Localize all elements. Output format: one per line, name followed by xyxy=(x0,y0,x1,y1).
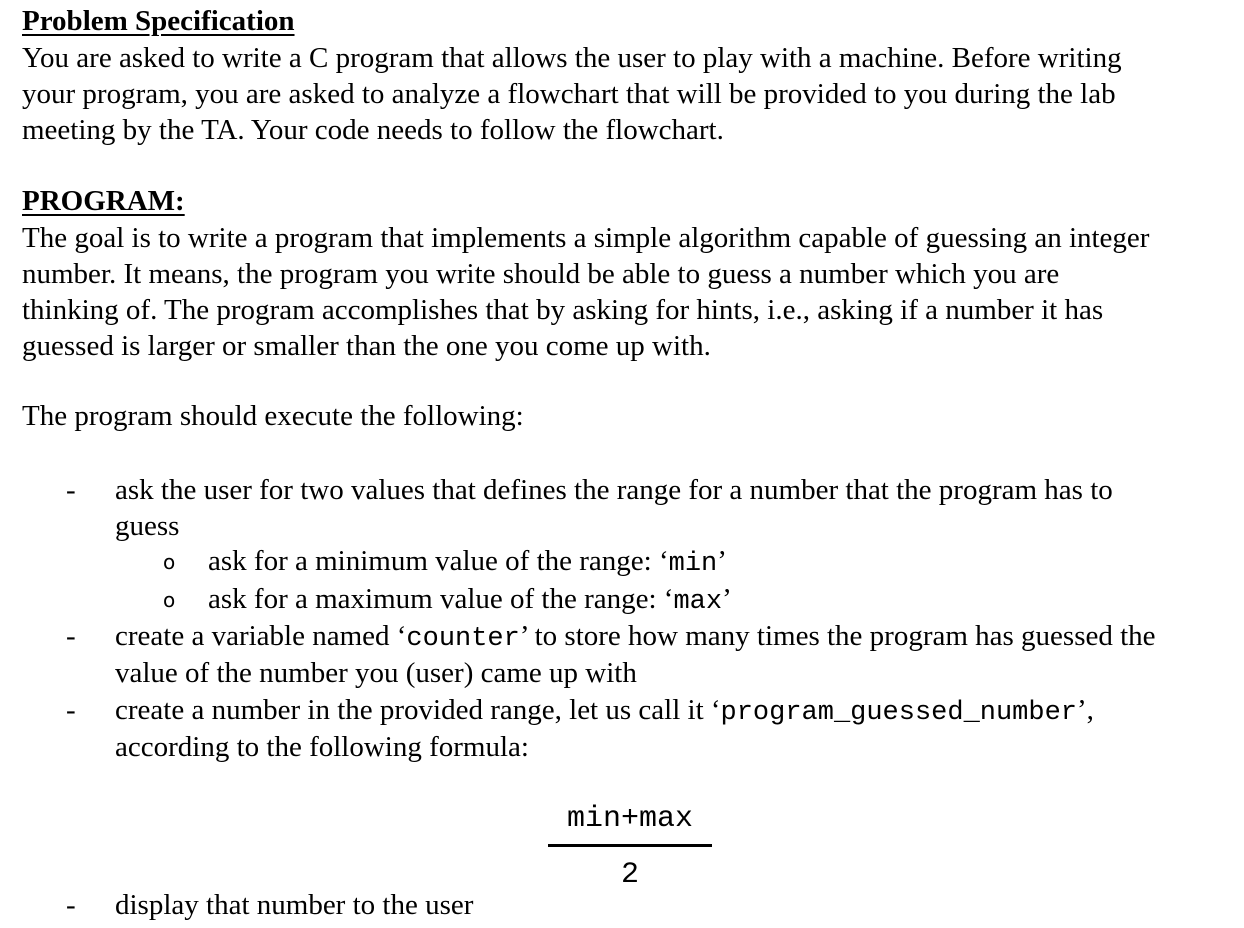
dash-bullet: - xyxy=(66,474,76,506)
paragraph-line: thinking of. The program accomplishes that by asking for hints, i.e., asking if a number it has xyxy=(22,294,1104,326)
bullet-text-line xyxy=(115,692,1094,731)
formula-numerator: min+max xyxy=(566,802,694,836)
dash-bullet: - xyxy=(66,620,76,652)
program-paragraph xyxy=(22,220,1149,364)
midpoint-formula xyxy=(548,800,712,893)
fraction-bar xyxy=(548,844,712,847)
circle-bullet-icon: o xyxy=(163,588,176,612)
bullet-text-line: value of the number you (user) came up with xyxy=(115,657,637,689)
sub-bullet-text xyxy=(208,543,727,582)
quote-close: ’ xyxy=(722,583,732,615)
dash-bullet: - xyxy=(66,889,76,921)
intro-line: The program should execute the following: xyxy=(22,400,524,432)
bullet-text-post: ’ to store how many times the program has guessed the xyxy=(519,620,1156,652)
bullet-text-pre: create a variable named ‘ xyxy=(115,620,407,652)
paragraph-line: The goal is to write a program that implements a simple algorithm capable of guessing an integer xyxy=(22,222,1150,254)
dash-bullet: - xyxy=(66,694,76,726)
problem-specification-heading: Problem Specification xyxy=(22,5,295,37)
sub-bullet-text xyxy=(208,581,732,620)
code-program-guessed-number: program_guessed_number xyxy=(720,698,1077,728)
bullet-text-line: guess xyxy=(115,510,180,542)
sub-bullet-label: ask for a minimum value of the range: ‘ xyxy=(208,545,669,577)
quote-close: ’ xyxy=(717,545,727,577)
bullet-text-line: according to the following formula: xyxy=(115,731,529,763)
bullet-text-post: ’, xyxy=(1077,694,1094,726)
problem-specification-paragraph xyxy=(22,40,1122,148)
code-max: max xyxy=(673,587,723,617)
code-counter: counter xyxy=(406,624,520,654)
bullet-text-line: ask the user for two values that defines the range for a number that the program has to xyxy=(115,474,1113,506)
bullet-text-pre: create a number in the provided range, let us call it ‘ xyxy=(115,694,721,726)
bullet-text-line: display that number to the user xyxy=(115,889,474,921)
paragraph-line: your program, you are asked to analyze a flowchart that will be provided to you during the lab xyxy=(22,78,1116,110)
program-heading: PROGRAM: xyxy=(22,185,185,217)
paragraph-line: number. It means, the program you write should be able to guess a number which you are xyxy=(22,258,1060,290)
execution-intro xyxy=(22,398,524,434)
formula-denominator: 2 xyxy=(620,858,639,892)
paragraph-line: You are asked to write a C program that allows the user to play with a machine. Before writing xyxy=(22,42,1122,74)
bullet-text-line xyxy=(115,618,1156,657)
sub-bullet-label: ask for a maximum value of the range: ‘ xyxy=(208,583,674,615)
paragraph-line: guessed is larger or smaller than the one you come up with. xyxy=(22,330,711,362)
code-min: min xyxy=(668,549,718,579)
paragraph-line: meeting by the TA. Your code needs to follow the flowchart. xyxy=(22,114,724,146)
circle-bullet-icon: o xyxy=(163,550,176,574)
